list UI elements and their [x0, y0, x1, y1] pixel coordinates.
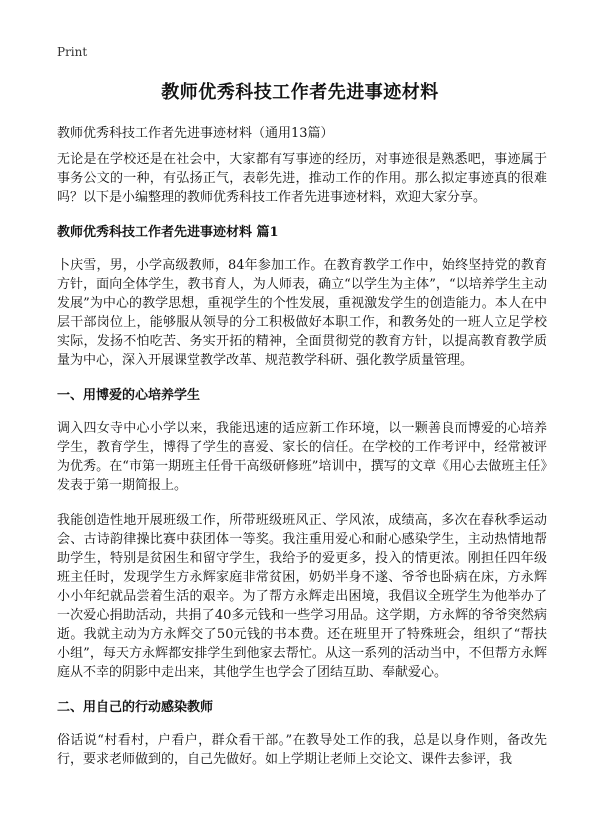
intro-paragraph: 无论是在学校还是在社会中，大家都有写事迹的经历，对事迹很是熟悉吧，事迹属于事务公文的一种，有弘扬正气，表彰先进，推动工作的作用。那么拟定事迹真的很难吗？以下是小编整理的教师优秀科技工作者先进事迹材料，欢迎大家分享。: [57, 152, 547, 205]
document-title: 教师优秀科技工作者先进事迹材料: [161, 82, 439, 103]
subsection-heading: 一、用博爱的心培养学生: [57, 388, 201, 403]
section-heading: 教师优秀科技工作者先进事迹材料 篇1: [57, 225, 279, 240]
print-link[interactable]: Print: [57, 45, 88, 59]
paragraph: 我能创造性地开展班级工作，所带班级班风正、学风浓，成绩高，多次在春秋季运动会、古诗韵律操比赛中获团体一等奖。我注重用爱心和耐心感染学生，主动热情地帮助学生，特别是贫困生和留守学生，我给予的爱更多，投入的情更浓。刚担任四年级班主任时，发现学生方永辉家庭非常贫困，奶奶半身不遂、爷爷也卧病在床，方永辉小小年纪就品尝着生活的艰辛。为了帮方永辉走出困境，我倡议全班学生为他举办了一次爱心捐助活动，共捐了40多元钱和一些学习用品。这学期，方永辉的爷爷突然病逝。我就主动为方永辉交了50元钱的书本费。还在班里开了特殊班会，组织了“帮扶小组”，每天方永辉都安排学生到他家去帮忙。从这一系列的活动当中，不但帮方永辉庭从不幸的阴影中走出来，其他学生也学会了团结互助、奉献爱心。: [57, 513, 547, 680]
paragraph: 俗话说“村看村，户看户，群众看干部。”在教导处工作的我，总是以身作则，备改先行，要求老师做到的，自己先做好。如上学期让老师上交论文、课件去参评，我: [57, 733, 547, 767]
paragraph: 卜庆雪，男，小学高级教师，84年参加工作。在教育教学工作中，始终坚持党的教育方针，面向全体学生，教书育人，为人师表，确立“以学生为主体”，“以培养学生主动发展”为中心的教学思想，重视学生的个性发展，重视激发学生的创造能力。本人在中层干部岗位上，能够服从领导的分工积极做好本职工作，和教务处的一班人立足学校实际，发扬不怕吃苦、务实开拓的精神，全面贯彻党的教育方针，以提高教育教学质量为中心，深入开展课堂教学改革、规范教学科研、强化教学质量管理。: [57, 258, 547, 368]
paragraph: 调入四女寺中心小学以来，我能迅速的适应新工作环境，以一颗善良而博爱的心培养学生，教育学生，博得了学生的喜爱、家长的信任。在学校的工作考评中，经常被评为优秀。在“市第一期班主任骨干高级研修班”培训中，撰写的文章《用心去做班主任》发表于第一期简报上。: [57, 421, 547, 493]
subsection-heading: 二、用自己的行动感染教师: [57, 700, 214, 715]
document-body: [57, 150, 547, 785]
document-subtitle: 教师优秀科技工作者先进事迹材料（通用13篇）: [57, 126, 334, 141]
